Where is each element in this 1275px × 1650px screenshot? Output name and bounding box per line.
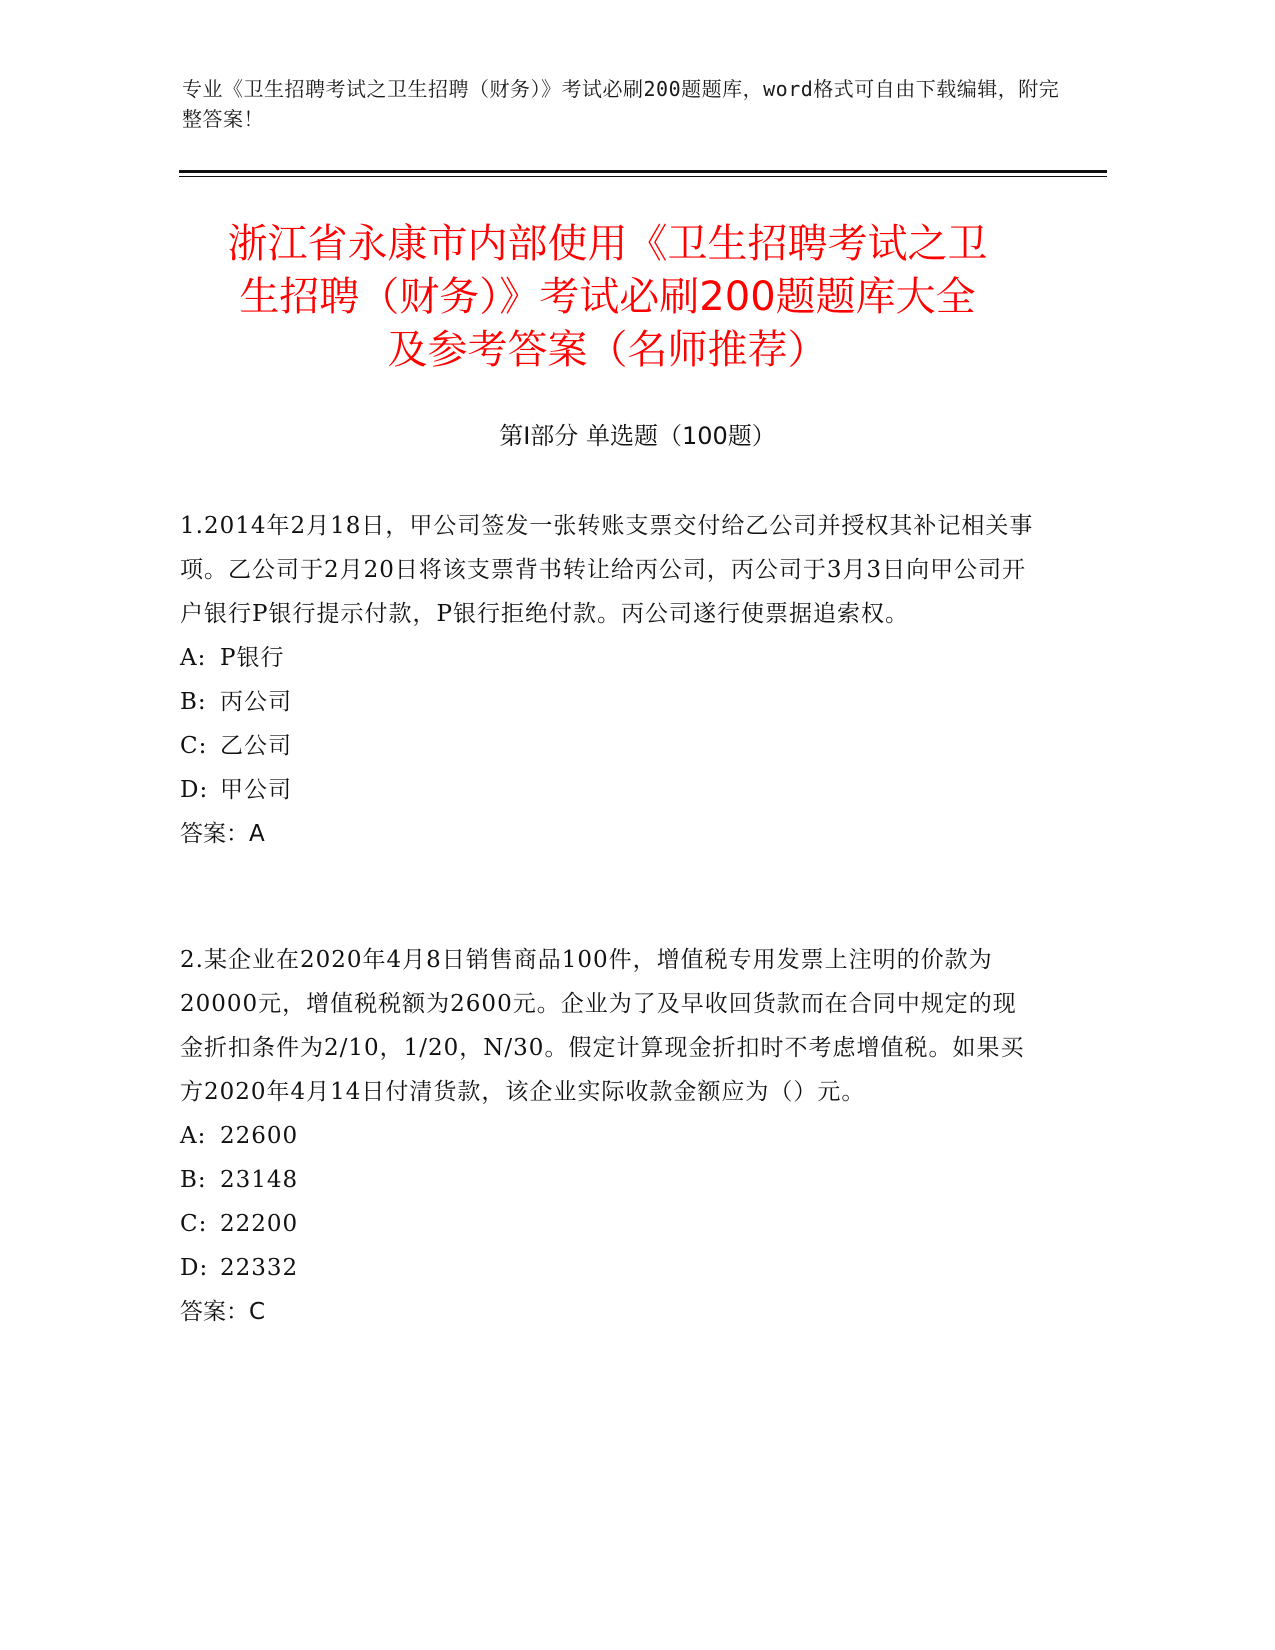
- option-text: P银行: [220, 645, 285, 671]
- option-c: [180, 1202, 1040, 1246]
- document-title-line: 及参考答案（名师推荐）: [387, 327, 828, 373]
- option-text: 23148: [220, 1167, 299, 1193]
- option-text: 22332: [220, 1255, 299, 1281]
- question-1: [180, 504, 1040, 856]
- option-d: [180, 1246, 1040, 1290]
- question-stem: 1.2014年2月18日，甲公司签发一张转账支票交付给乙公司并授权其补记相关事项。乙公司于2月20日将该支票背书转让给丙公司，丙公司于3月3日向甲公司开户银行P银行提示付款，P银行拒绝付款。丙公司遂行使票据追索权。: [180, 513, 1034, 627]
- option-a: [180, 636, 1040, 680]
- option-text: 丙公司: [220, 689, 292, 715]
- option-text: 乙公司: [220, 733, 292, 759]
- answer-line: 答案：C: [180, 1299, 266, 1325]
- option-letter: C:: [180, 733, 208, 759]
- option-text: 22200: [220, 1211, 299, 1237]
- section-title: 第I部分 单选题（100题）: [499, 422, 776, 450]
- option-letter: B:: [180, 689, 207, 715]
- option-b: [180, 1158, 1040, 1202]
- option-c: [180, 724, 1040, 768]
- document-title-line: 浙江省永康市内部使用《卫生招聘考试之卫: [227, 221, 988, 267]
- header-divider-thick: [179, 170, 1107, 173]
- document-title: [185, 218, 1030, 377]
- option-letter: D:: [180, 1255, 209, 1281]
- question-2: [180, 938, 1040, 1334]
- header-note: 专业《卫生招聘考试之卫生招聘（财务）》考试必刷200题题库，word格式可自由下载编辑，附完整答案！: [182, 77, 1060, 131]
- option-letter: B:: [180, 1167, 207, 1193]
- option-a: [180, 1114, 1040, 1158]
- answer-line: 答案：A: [180, 821, 265, 847]
- option-d: [180, 768, 1040, 812]
- document-title-line: 生招聘（财务）》考试必刷200题题库大全: [239, 274, 976, 320]
- option-letter: A:: [180, 645, 207, 671]
- option-text: 22600: [220, 1123, 299, 1149]
- question-stem: 2.某企业在2020年4月8日销售商品100件，增值税专用发票上注明的价款为20000元，增值税税额为2600元。企业为了及早收回货款而在合同中规定的现金折扣条件为2/10，1/20，N/30。假定计算现金折扣时不考虑增值税。如果买方2020年4月14日付清货款，该企业实际收款金额应为（）元。: [180, 947, 1025, 1105]
- header-divider-thin: [179, 176, 1107, 177]
- option-letter: D:: [180, 777, 209, 803]
- option-letter: A:: [180, 1123, 207, 1149]
- option-text: 甲公司: [220, 777, 292, 803]
- option-b: [180, 680, 1040, 724]
- option-letter: C:: [180, 1211, 208, 1237]
